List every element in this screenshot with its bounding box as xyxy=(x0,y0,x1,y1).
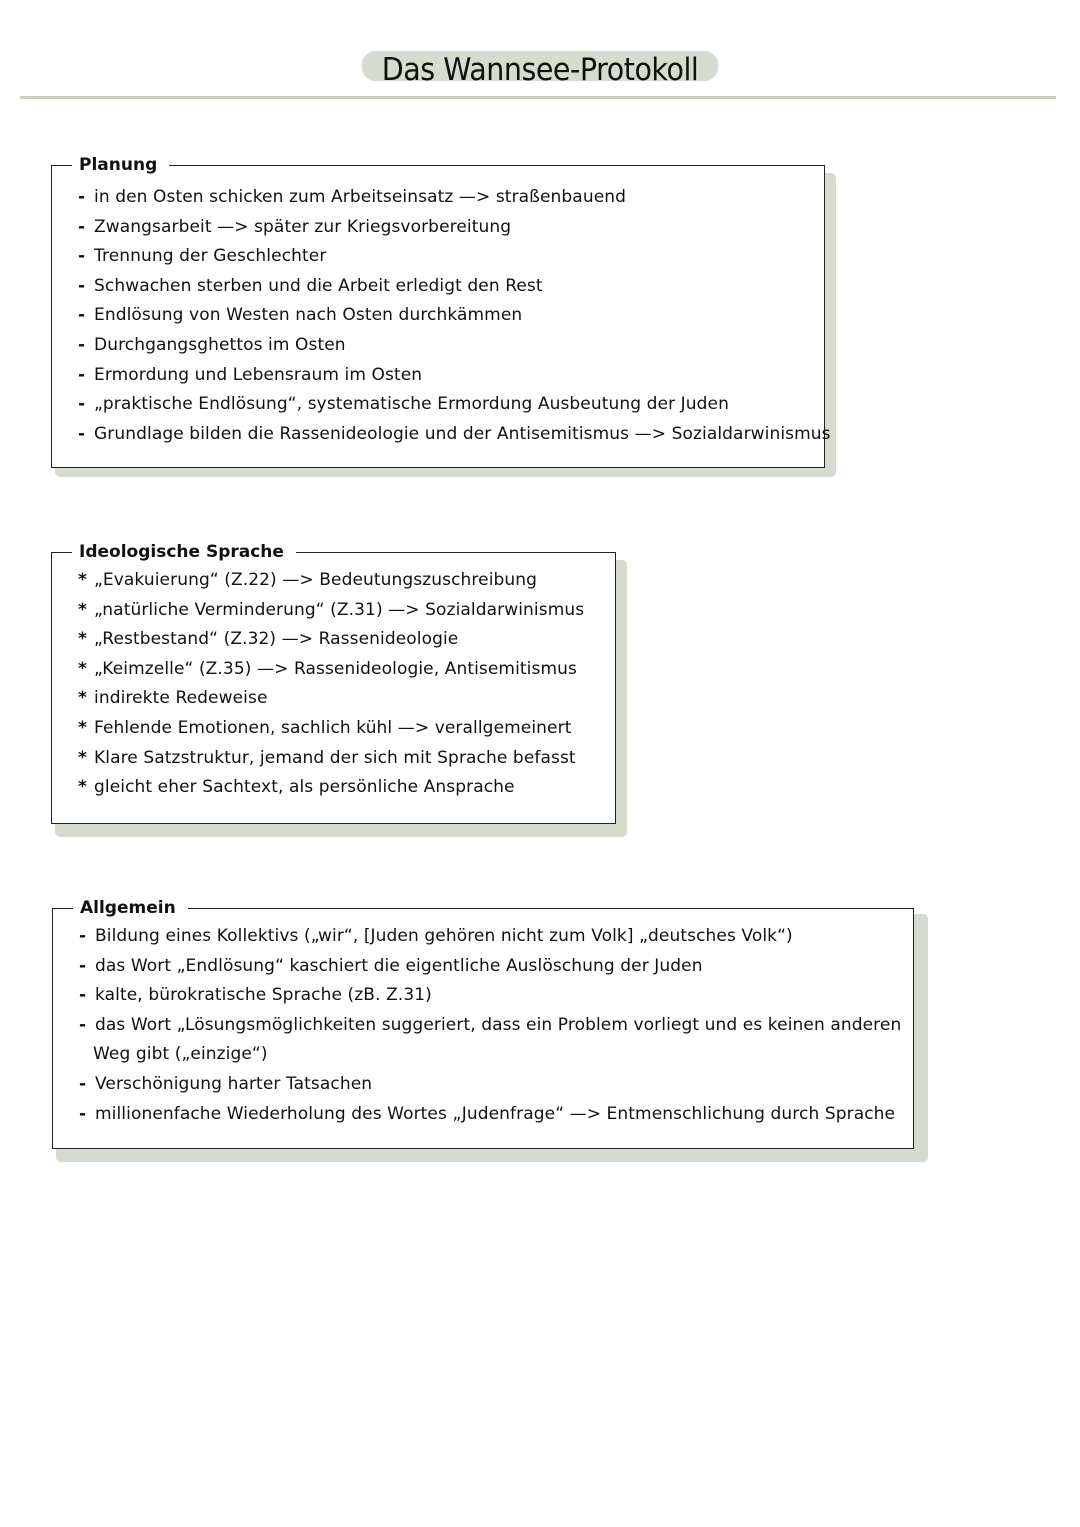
list-item: - Bildung eines Kollektivs („wir“, [Juden gehören nicht zum Volk] „deutsches Volk“) xyxy=(79,926,793,946)
allgemein-box xyxy=(52,898,914,1149)
planung-heading: Planung xyxy=(72,152,169,178)
list-item: - Trennung der Geschlechter xyxy=(78,246,327,267)
header-divider xyxy=(20,96,1056,99)
list-item: * indirekte Redeweise xyxy=(78,688,268,709)
planung-list xyxy=(78,183,831,449)
list-item: - Grundlage bilden die Rassenideologie und der Antisemitismus —> Sozialdarwinismus xyxy=(78,423,831,444)
list-item: - Zwangsarbeit —> später zur Kriegsvorbereitung xyxy=(78,216,512,237)
title-pill xyxy=(361,49,718,88)
list-item: * Klare Satzstruktur, jemand der sich mit Sprache befasst xyxy=(78,747,576,768)
list-item: * Fehlende Emotionen, sachlich kühl —> verallgemeinert xyxy=(78,717,572,738)
list-item: - millionenfache Wiederholung des Wortes „Judenfrage“ —> Entmenschlichung durch Sprache xyxy=(79,1103,896,1124)
list-item: - das Wort „Endlösung“ kaschiert die eigentliche Auslöschung der Juden xyxy=(79,955,703,976)
list-item: * gleicht eher Sachtext, als persönliche Ansprache xyxy=(78,777,515,798)
list-item: - „praktische Endlösung“, systematische Ermordung Ausbeutung der Juden xyxy=(78,394,729,415)
list-item: * „Restbestand“ (Z.32) —> Rassenideologie xyxy=(78,629,459,650)
ideologie-box xyxy=(51,542,616,824)
list-item: - das Wort „Lösungsmöglichkeiten suggeriert, dass ein Problem vorliegt und es keinen anderen xyxy=(79,1014,902,1035)
list-item: - Schwachen sterben und die Arbeit erledigt den Rest xyxy=(78,275,543,296)
planung-box xyxy=(51,155,831,468)
page-title: Das Wannsee-Protokoll xyxy=(381,52,699,88)
list-item-continuation: Weg gibt („einzige“) xyxy=(93,1044,268,1065)
title-area xyxy=(0,49,1080,88)
list-item: - in den Osten schicken zum Arbeitseinsatz —> straßenbauend xyxy=(78,187,627,207)
allgemein-heading: Allgemein xyxy=(73,895,188,921)
list-item: - Ermordung und Lebensraum im Osten xyxy=(78,364,423,385)
list-item: * „Keimzelle“ (Z.35) —> Rassenideologie, Antisemitismus xyxy=(78,658,577,679)
list-item: - kalte, bürokratische Sprache (zB. Z.31) xyxy=(79,985,432,1006)
list-item: - Verschönigung harter Tatsachen xyxy=(79,1073,373,1094)
list-item: * „natürliche Verminderung“ (Z.31) —> Sozialdarwinismus xyxy=(78,599,585,620)
list-item: - Endlösung von Westen nach Osten durchkämmen xyxy=(78,305,523,326)
list-item: - Durchgangsghettos im Osten xyxy=(78,334,346,355)
ideologie-list xyxy=(78,566,584,803)
allgemein-list xyxy=(79,922,901,1129)
ideologie-heading: Ideologische Sprache xyxy=(72,539,296,565)
list-item: * „Evakuierung“ (Z.22) —> Bedeutungszuschreibung xyxy=(78,570,538,590)
